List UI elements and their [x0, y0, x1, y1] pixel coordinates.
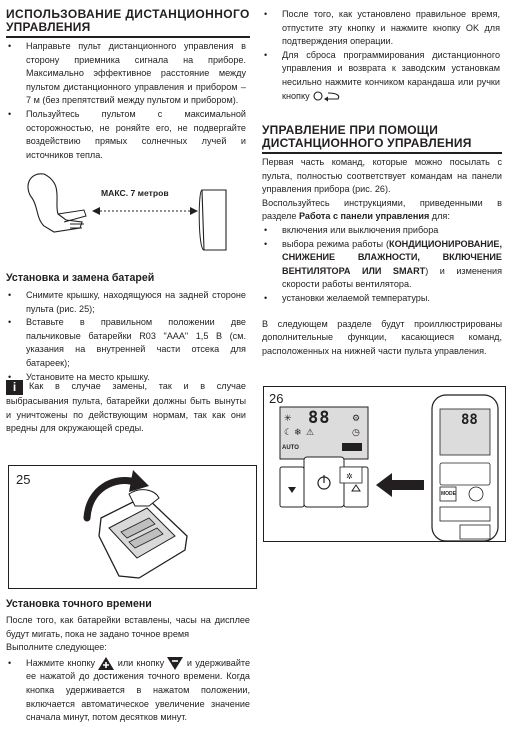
- next-section-paragraph: В следующем разделе будут проиллюстрированы дополнительные функции, касающиеся команд, расположенных на нижней части пульта управления.: [262, 318, 502, 356]
- list-item: • установки желаемой температуры.: [262, 292, 502, 306]
- right-top-bullets: [262, 8, 500, 103]
- warning-text: Как в случае замены, так и в случае выбрасывания пульта, батарейки должны быть вынуты и уничтожены по действующим нормам, так как они вредны для окружающей среды.: [6, 381, 246, 434]
- svg-text:☾: ☾: [284, 428, 293, 438]
- figure-26: [263, 386, 506, 542]
- info-icon: i: [6, 380, 23, 395]
- battery-bullets: [6, 289, 246, 384]
- panel-auto-label: AUTO: [282, 445, 299, 451]
- section-reference: Работа с панели управления: [298, 211, 430, 222]
- down-triangle-minus-icon: [167, 657, 183, 670]
- figure-25: [8, 465, 257, 589]
- fan-bars: [342, 443, 362, 451]
- panel-digits: 88: [308, 408, 331, 428]
- list-item: • Вставьте в правильном положении две пальчиковые батарейки R03 "AAA" 1,5 В (см. указания на внутренней части отсека для батареек);: [6, 316, 246, 370]
- list-item: • После того, как установлено правильное время, отпустите эту кнопку и нажмите кнопку OK для подтверждения операции.: [262, 8, 500, 49]
- time-bullets: [6, 657, 250, 725]
- reset-button-icon: [312, 90, 344, 102]
- list-item: • включения или выключения прибора: [262, 224, 502, 238]
- appliance-icon: [202, 190, 226, 250]
- time-heading: Установка точного времени: [6, 598, 152, 610]
- list-item: • Установите на место крышку.: [6, 371, 246, 385]
- heading-line-2: ДИСТАНЦИОННОГО УПРАВЛЕНИЯ: [262, 136, 472, 150]
- remote-power-button: [469, 487, 483, 501]
- functions-list: [262, 224, 502, 306]
- list-item: • Снимите крышку, находящуюся на задней стороне пульта (рис. 25);: [6, 289, 246, 316]
- remote-distance-illustration: [14, 166, 240, 256]
- remote-mode-label: MODE: [441, 491, 456, 497]
- list-item: • Пользуйтесь пультом с максимальной осторожностью, не роняйте его, не подвергайте воздействию прямых солнечных лучей и источников тепла.: [6, 108, 246, 162]
- remote-digits: 88: [461, 412, 478, 428]
- distance-label: МАКС. 7 метров: [101, 188, 169, 198]
- pointer-arrow-icon: [376, 473, 424, 497]
- remote-control-body: [262, 156, 502, 358]
- remote-usage-bullets: [6, 40, 246, 162]
- heading-rule: [262, 152, 502, 154]
- list-item: • выбора режима работы (КОНДИЦИОНИРОВАНИЕ, СНИЖЕНИЕ ВЛАЖНОСТИ, ВКЛЮЧЕНИЕ ВЕНТИЛЯТОРА ИЛИ SMART) и изменения скорости работы вентилятора.: [262, 238, 502, 292]
- svg-text:⚠: ⚠: [306, 428, 315, 438]
- battery-cover-illustration: [9, 466, 256, 588]
- warning-note: [6, 380, 246, 436]
- intro-paragraph: Первая часть команд, которые можно посылать с пульта, полностью соответствует командам на панели управления прибора (рис. 26).: [262, 157, 502, 195]
- battery-heading: Установка и замена батарей: [6, 272, 155, 284]
- list-item: • Нажмите кнопку или кнопку и удерживайте ее нажатой до достижения точного времени. Когда кнопка удерживается в нажатом положении, включается автоматическое увеличение значение сначала минут, потом десятков минут.: [6, 657, 250, 725]
- svg-text:⚙: ⚙: [352, 414, 361, 424]
- figure-number: 26: [269, 391, 284, 406]
- remote-usage-heading: [6, 8, 250, 38]
- list-item: • Для сброса программирования дистанционного управления и возврата к заводским установкам несильно нажмите кончиком карандаша или ручки кнопку: [262, 49, 500, 103]
- list-item: • Направьте пульт дистанционного управления в сторону приемника сигнала на приборе. Максимально эффективное расстояние между пультом дистанционного управления и прибором – 7 м (без препятствий между пультом и прибором).: [6, 40, 246, 108]
- remote-control-heading: [262, 124, 502, 154]
- finger-icon: [129, 490, 159, 506]
- heading-rule: [6, 36, 250, 38]
- hand-icon: [28, 174, 82, 232]
- svg-text:✲: ✲: [346, 472, 353, 481]
- figure-number: 25: [16, 472, 31, 487]
- control-panel-illustration: [264, 387, 505, 541]
- heading-line-1: УПРАВЛЕНИЕ ПРИ ПОМОЩИ: [262, 123, 439, 137]
- heading-line-1: ИСПОЛЬЗОВАНИЕ ДИСТАНЦИОННОГО: [6, 7, 250, 21]
- time-section: [6, 598, 250, 725]
- svg-text:❄: ❄: [294, 428, 302, 438]
- svg-text:✳: ✳: [284, 414, 292, 424]
- up-triangle-plus-icon: [98, 657, 114, 670]
- instructions-paragraph: Воспользуйтесь инструкциями, приведенными в разделе Работа с панели управления для:: [262, 197, 502, 222]
- svg-text:◷: ◷: [352, 428, 360, 438]
- heading-line-2: УПРАВЛЕНИЯ: [6, 20, 91, 34]
- time-intro-2: Выполните следующее:: [6, 642, 107, 653]
- time-intro: После того, как батарейки вставлены, часы на дисплее будут мигать, пока не задано точное время: [6, 615, 250, 639]
- remote-sketch: [58, 210, 86, 222]
